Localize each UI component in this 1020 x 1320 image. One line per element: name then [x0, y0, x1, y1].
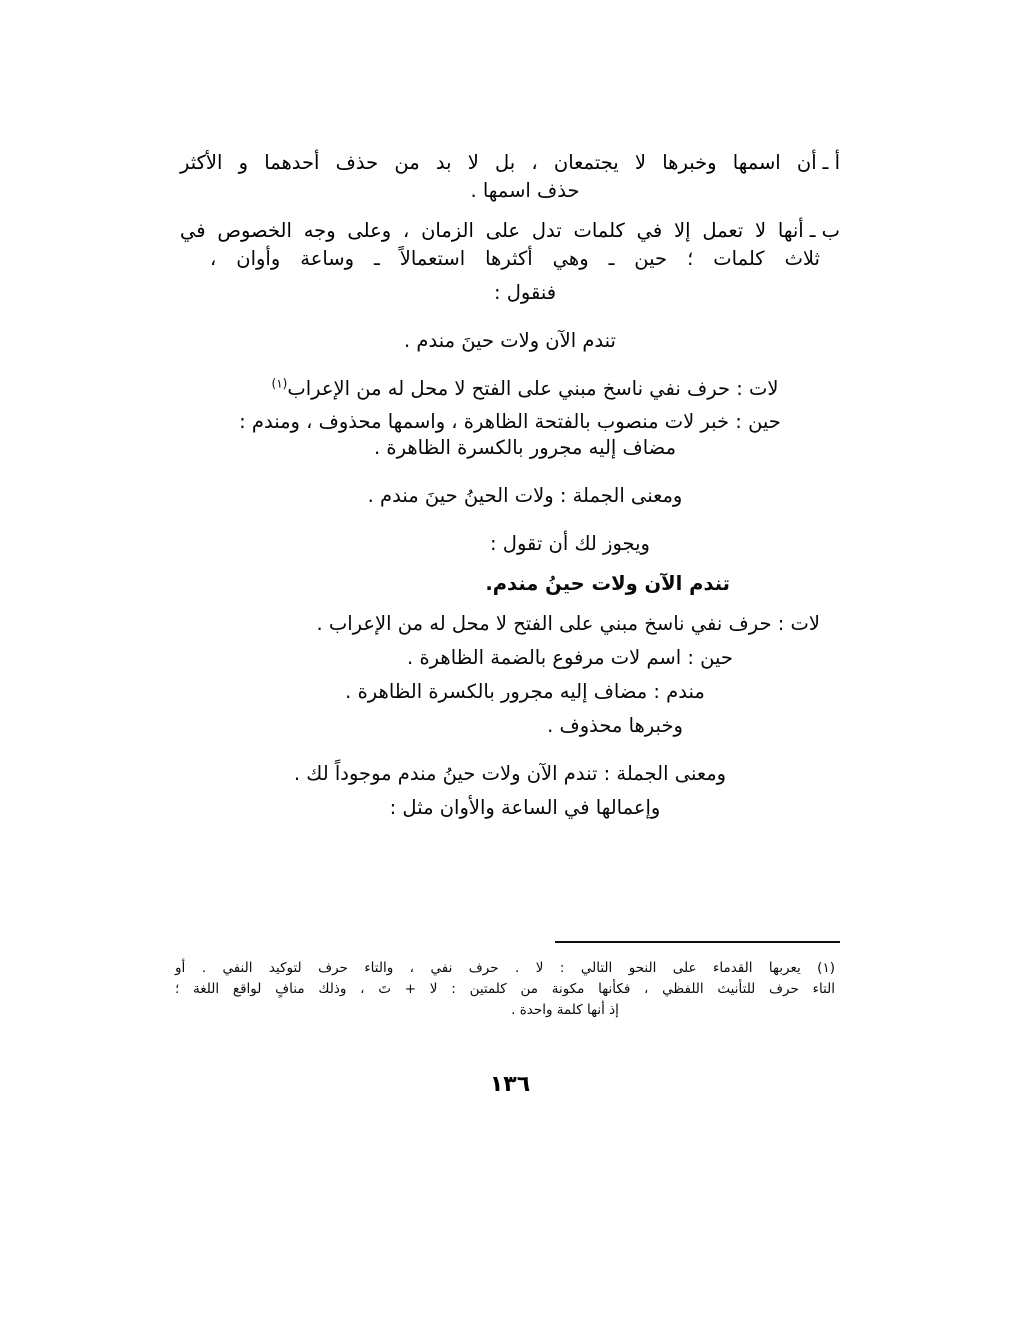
spacer: [180, 461, 840, 483]
footnote-separator-rule: [555, 941, 840, 943]
parse-2-lat: لات : حرف نفي ناسخ مبني على الفتح لا محل له من الإعراب .: [316, 612, 820, 636]
spacer: [180, 637, 840, 645]
list-item-b: [180, 218, 840, 244]
example-sentence-2: تندم الآن ولات حينُ مندم.: [485, 572, 730, 596]
parse-1-hin-continuation: مضاف إليه مجرور بالكسرة الظاهرة .: [373, 436, 677, 460]
parse-1-hin: حين : خبر لات منصوب بالفتحة الظاهرة ، واسمها محذوف ، ومندم :: [239, 410, 781, 434]
closing-line: وإعمالها في الساعة والأوان مثل :: [389, 795, 661, 819]
spacer: [180, 739, 840, 761]
footnote-line-3: إذ أنها كلمة واحدة .: [511, 1001, 619, 1018]
list-item-b-text: أنها لا تعمل إلا في كلمات تدل على الزمان ، وعلى وجه الخصوص في: [180, 218, 804, 242]
parse-1-lat: [180, 376, 840, 402]
meaning-line-1: ومعنى الجملة : ولات الحينُ حينَ مندم .: [367, 484, 683, 508]
footnote-line-2: التاء حرف للتأنيث اللفظي ، فكأنها مكونة من كلمتين : لا + تَ ، وذلك منافٍ لواقع اللغة ؛: [175, 980, 835, 997]
permissible-line: ويجوز لك أن تقول :: [490, 532, 650, 556]
footnote-block: [175, 958, 835, 1021]
spacer: [180, 204, 840, 218]
spacer: [180, 787, 840, 795]
spacer: [180, 401, 840, 409]
spacer: [180, 671, 840, 679]
list-item-b-marker: ب ـ: [809, 218, 840, 242]
list-item-a-continuation: حذف اسمها .: [470, 178, 580, 202]
parse-2-khabar: وخبرها محذوف .: [547, 713, 683, 737]
list-item-a: [180, 150, 840, 176]
parse-2-hin: حين : اسم لات مرفوع بالضمة الظاهرة .: [407, 645, 733, 669]
page-body-text: [180, 150, 840, 821]
spacer: [180, 597, 840, 611]
example-sentence-1: تندم الآن ولات حينَ مندم .: [404, 328, 616, 352]
parse-1-lat-text: لات : حرف نفي ناسخ مبني على الفتح لا محل له من الإعراب: [287, 376, 779, 400]
list-item-b-continuation: ثلاث كلمات ؛ حين ـ وهي أكثرها استعمالاً ـ وساعة وأوان ،: [210, 246, 820, 270]
parse-2-mandam: مندم : مضاف إليه مجرور بالكسرة الظاهرة .: [345, 679, 705, 703]
meaning-line-2: ومعنى الجملة : تندم الآن ولات حينُ مندم موجوداً لك .: [293, 761, 727, 785]
list-item-a-marker: أ ـ: [822, 151, 840, 174]
fa-naqul-line: فنقول :: [493, 280, 557, 304]
footnote-reference-marker: (١): [271, 376, 288, 391]
list-item-a-text: أن اسمها وخبرها لا يجتمعان ، بل لا بد من حذف أحدهما و الأكثر: [180, 151, 817, 174]
spacer: [180, 354, 840, 376]
spacer: [180, 509, 840, 531]
spacer: [180, 306, 840, 328]
spacer: [180, 272, 840, 280]
footnote-line-1: (١) يعربها القدماء على النحو التالي : لا . حرف نفي ، والتاء حرف لتوكيد النفي . أو: [175, 960, 835, 976]
page-number: ١٣٦: [489, 1072, 531, 1097]
spacer: [180, 557, 840, 571]
spacer: [180, 705, 840, 713]
